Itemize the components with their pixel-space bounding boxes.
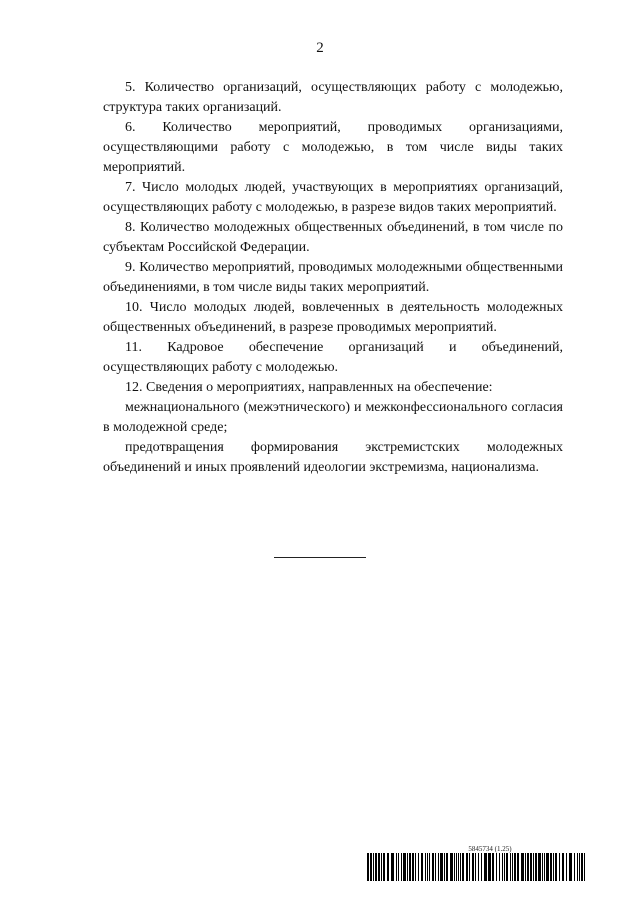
paragraph-item-5: 5. Количество организаций, осуществляющих работу с молодежью, структура таких организаций. [103,80,563,115]
barcode-block [367,845,587,881]
page-number: 2 [316,40,324,56]
barcode-number: 5845734 (1.25) [468,845,512,853]
paragraph-item-7: 7. Число молодых людей, участвующих в мероприятиях организаций, осуществляющих работу с молодежью, в разрезе видов таких мероприятий. [103,180,563,215]
end-divider [274,557,366,558]
barcode-icon [367,853,587,881]
document-body [103,78,563,478]
paragraph-item-8: 8. Количество молодежных общественных объединений, в том числе по субъектам Российской Федерации. [103,220,563,255]
paragraph-item-11: 11. Кадровое обеспечение организаций и объединений, осуществляющих работу с молодежью. [103,340,563,375]
paragraph-item-10: 10. Число молодых людей, вовлеченных в деятельность молодежных общественных объединений, в разрезе проводимых мероприятий. [103,300,563,335]
paragraph-item-9: 9. Количество мероприятий, проводимых молодежными общественными объединениями, в том числе виды таких мероприятий. [103,260,563,295]
paragraph-item-6: 6. Количество мероприятий, проводимых организациями, осуществляющими работу с молодежью, в том числе виды таких мероприятий. [103,120,563,175]
paragraph-subitem-extremism: предотвращения формирования экстремистских молодежных объединений и иных проявлений идеологии экстремизма, национализма. [103,440,563,475]
paragraph-item-12: 12. Сведения о мероприятиях, направленных на обеспечение: [125,380,493,395]
paragraph-subitem-interethnic: межнационального (межэтнического) и межконфессионального согласия в молодежной среде; [103,400,563,435]
